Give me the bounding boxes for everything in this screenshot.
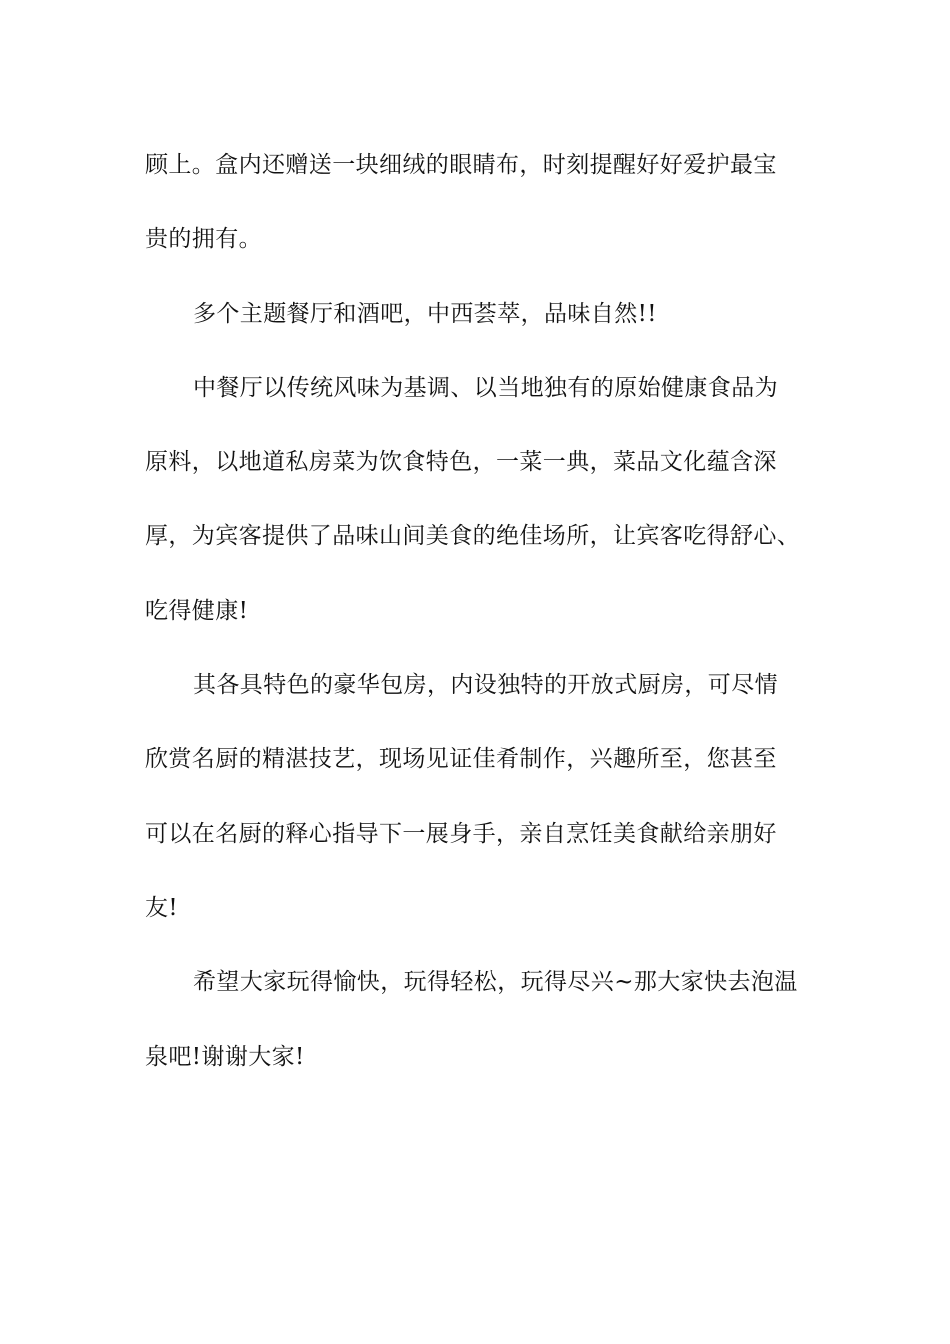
text-line: 友! [145, 894, 179, 921]
document-body [145, 128, 815, 1094]
text-line: 中餐厅以传统风味为基调、以当地独有的原始健康食品为 [193, 374, 778, 401]
paragraph-chinese-restaurant [145, 351, 815, 648]
text-line: 可以在名厨的释心指导下一展身手，亲自烹饪美食献给亲朋好 [145, 820, 777, 847]
text-line: 希望大家玩得愉快，玩得轻松，玩得尽兴~那大家快去泡温 [193, 969, 798, 996]
paragraph-restaurants-intro [145, 277, 815, 351]
text-line: 厚，为宾客提供了品味山间美食的绝佳场所，让宾客吃得舒心、 [145, 523, 801, 550]
text-line: 泉吧!谢谢大家! [145, 1043, 305, 1070]
paragraph-gift-box [145, 128, 815, 277]
text-line: 原料，以地道私房菜为饮食特色，一菜一典，菜品文化蕴含深 [145, 449, 777, 476]
paragraph-closing [145, 945, 815, 1094]
text-line: 其各具特色的豪华包房，内设独特的开放式厨房，可尽情 [193, 672, 778, 699]
text-line: 贵的拥有。 [145, 226, 262, 253]
text-line: 顾上。盒内还赠送一块细绒的眼睛布，时刻提醒好好爱护最宝 [145, 152, 777, 178]
paragraph-private-rooms [145, 648, 815, 945]
text-line: 吃得健康! [145, 597, 249, 624]
text-line: 欣赏名厨的精湛技艺，现场见证佳肴制作，兴趣所至，您甚至 [145, 746, 777, 773]
text-line: 多个主题餐厅和酒吧，中西荟萃，品味自然!! [193, 300, 657, 327]
